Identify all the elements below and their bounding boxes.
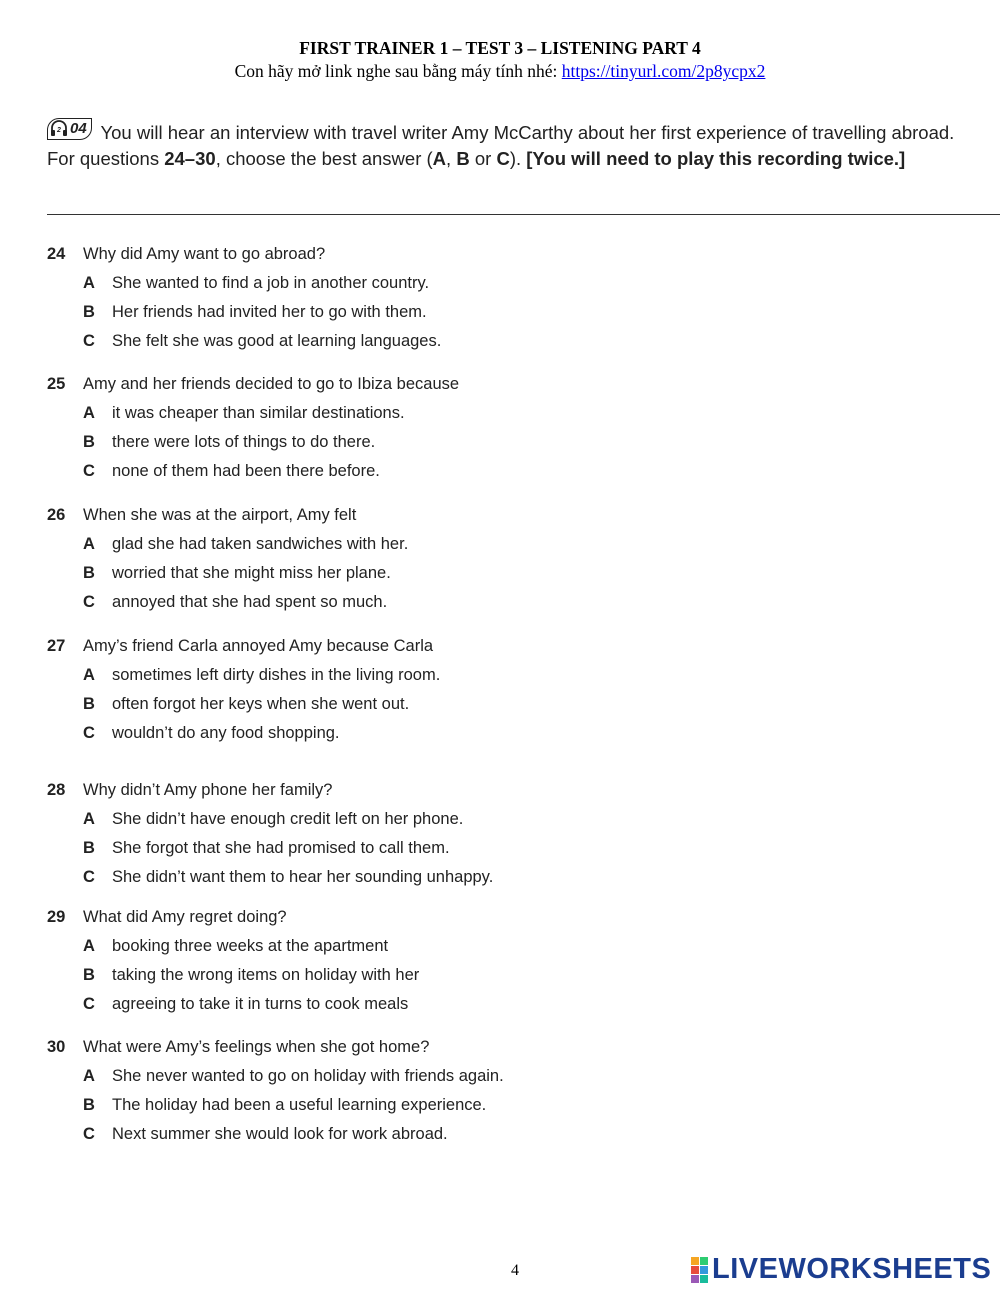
- option-letter: A: [83, 274, 95, 292]
- option-text: She didn’t want them to hear her sounding unhappy.: [112, 868, 494, 886]
- option-text: Her friends had invited her to go with them.: [112, 303, 427, 321]
- answer-option[interactable]: [47, 588, 847, 617]
- answer-option[interactable]: [47, 428, 847, 457]
- answer-option[interactable]: [47, 961, 847, 990]
- question-number: 24: [47, 245, 66, 263]
- logo-mark-icon: [691, 1257, 708, 1283]
- answer-option[interactable]: [47, 719, 847, 748]
- logo-square: [700, 1257, 708, 1265]
- answer-option[interactable]: [47, 327, 847, 356]
- headphones-icon: [50, 120, 68, 138]
- option-letter: C: [83, 724, 95, 742]
- option-text: sometimes left dirty dishes in the living room.: [112, 666, 441, 684]
- question-stem: [47, 632, 847, 661]
- question-stem: [47, 903, 847, 932]
- option-text: there were lots of things to do there.: [112, 433, 376, 451]
- answer-option[interactable]: [47, 530, 847, 559]
- option-text: She didn’t have enough credit left on her phone.: [112, 810, 464, 828]
- option-text: worried that she might miss her plane.: [112, 564, 391, 582]
- answer-option[interactable]: [47, 298, 847, 327]
- instructions-text-3: ).: [509, 148, 527, 169]
- question-text: What were Amy’s feelings when she got home?: [83, 1038, 430, 1056]
- question-range: 24–30: [164, 148, 216, 169]
- option-text: She wanted to find a job in another country.: [112, 274, 430, 292]
- page-number: 4: [511, 1262, 519, 1279]
- answer-option[interactable]: [47, 1120, 847, 1149]
- option-text: taking the wrong items on holiday with her: [112, 966, 420, 984]
- logo-square: [700, 1275, 708, 1283]
- option-text: She felt she was good at learning languages.: [112, 332, 442, 350]
- letter-b: B: [456, 148, 470, 169]
- question-stem: [47, 501, 847, 530]
- answer-option[interactable]: [47, 990, 847, 1019]
- audio-link[interactable]: https://tinyurl.com/2p8ycpx2: [561, 61, 766, 81]
- option-letter: C: [83, 593, 95, 611]
- option-text: glad she had taken sandwiches with her.: [112, 535, 409, 553]
- option-text: The holiday had been a useful learning experience.: [112, 1096, 487, 1114]
- option-letter: B: [83, 1096, 95, 1114]
- answer-option[interactable]: [47, 661, 847, 690]
- question-number: 30: [47, 1038, 66, 1056]
- answer-option[interactable]: [47, 932, 847, 961]
- answer-option[interactable]: [47, 805, 847, 834]
- logo-square: [691, 1266, 699, 1274]
- option-letter: A: [83, 535, 95, 553]
- answer-option[interactable]: [47, 690, 847, 719]
- cd-number: 2: [57, 127, 61, 134]
- answer-option[interactable]: [47, 1091, 847, 1120]
- option-letter: C: [83, 868, 95, 886]
- option-letter: C: [83, 995, 95, 1013]
- option-text: annoyed that she had spent so much.: [112, 593, 388, 611]
- answer-option[interactable]: [47, 559, 847, 588]
- answer-option[interactable]: [47, 269, 847, 298]
- letter-c: C: [496, 148, 510, 169]
- option-text: none of them had been there before.: [112, 462, 380, 480]
- option-letter: C: [83, 332, 95, 350]
- question-text: Amy’s friend Carla annoyed Amy because Carla: [83, 637, 434, 655]
- question-stem: [47, 776, 847, 805]
- audio-track-badge: [47, 118, 92, 140]
- question-block: [47, 370, 847, 486]
- question-text: What did Amy regret doing?: [83, 908, 287, 926]
- subtitle-text: Con hãy mở link nghe sau bằng máy tính nhé:: [234, 61, 562, 81]
- answer-option[interactable]: [47, 834, 847, 863]
- instructions: [47, 118, 987, 172]
- option-letter: A: [83, 810, 95, 828]
- option-text: agreeing to take it in turns to cook meals: [112, 995, 409, 1013]
- question-text: When she was at the airport, Amy felt: [83, 506, 357, 524]
- option-text: it was cheaper than similar destinations.: [112, 404, 405, 422]
- separator-1: ,: [446, 148, 457, 169]
- letter-a: A: [432, 148, 447, 169]
- question-number: 25: [47, 375, 66, 393]
- option-letter: A: [83, 404, 95, 422]
- option-letter: B: [83, 966, 95, 984]
- option-letter: A: [83, 937, 95, 955]
- question-stem: [47, 240, 847, 269]
- question-block: [47, 903, 847, 1019]
- option-letter: B: [83, 695, 95, 713]
- option-text: wouldn’t do any food shopping.: [112, 724, 340, 742]
- answer-option[interactable]: [47, 399, 847, 428]
- option-text: booking three weeks at the apartment: [112, 937, 389, 955]
- question-block: [47, 632, 847, 748]
- option-text: often forgot her keys when she went out.: [112, 695, 410, 713]
- question-stem: [47, 370, 847, 399]
- divider: [47, 214, 1000, 215]
- option-letter: B: [83, 564, 95, 582]
- option-text: Next summer she would look for work abroad.: [112, 1125, 448, 1143]
- question-text: Why didn’t Amy phone her family?: [83, 781, 333, 799]
- question-number: 28: [47, 781, 66, 799]
- document-subtitle: [0, 61, 1000, 82]
- option-letter: B: [83, 839, 95, 857]
- question-number: 29: [47, 908, 66, 926]
- logo-square: [700, 1266, 708, 1274]
- option-letter: B: [83, 303, 95, 321]
- logo-square: [691, 1275, 699, 1283]
- option-text: She forgot that she had promised to call them.: [112, 839, 450, 857]
- option-letter: A: [83, 1067, 95, 1085]
- question-block: [47, 1033, 847, 1149]
- question-block: [47, 776, 847, 892]
- liveworksheets-logo: [691, 1253, 991, 1286]
- question-number: 27: [47, 637, 66, 655]
- instructions-text-2: , choose the best answer (: [215, 148, 433, 169]
- recording-note: [You will need to play this recording twice.]: [526, 148, 906, 169]
- instructions-text-1: You will hear an interview with travel writer Amy McCarthy about her first experience of travelling abroad. For questions: [47, 122, 955, 169]
- option-letter: C: [83, 1125, 95, 1143]
- track-number: 04: [70, 120, 87, 137]
- option-letter: B: [83, 433, 95, 451]
- answer-option[interactable]: [47, 457, 847, 486]
- logo-text: LIVEWORKSHEETS: [712, 1253, 992, 1285]
- question-number: 26: [47, 506, 66, 524]
- separator-2: or: [469, 148, 497, 169]
- question-text: Why did Amy want to go abroad?: [83, 245, 326, 263]
- option-text: She never wanted to go on holiday with friends again.: [112, 1067, 504, 1085]
- question-block: [47, 501, 847, 617]
- question-stem: [47, 1033, 847, 1062]
- logo-square: [691, 1257, 699, 1265]
- document-title: FIRST TRAINER 1 – TEST 3 – LISTENING PART 4: [299, 38, 701, 58]
- option-letter: A: [83, 666, 95, 684]
- question-text: Amy and her friends decided to go to Ibiza because: [83, 375, 460, 393]
- option-letter: C: [83, 462, 95, 480]
- question-block: [47, 240, 847, 356]
- answer-option[interactable]: [47, 863, 847, 892]
- answer-option[interactable]: [47, 1062, 847, 1091]
